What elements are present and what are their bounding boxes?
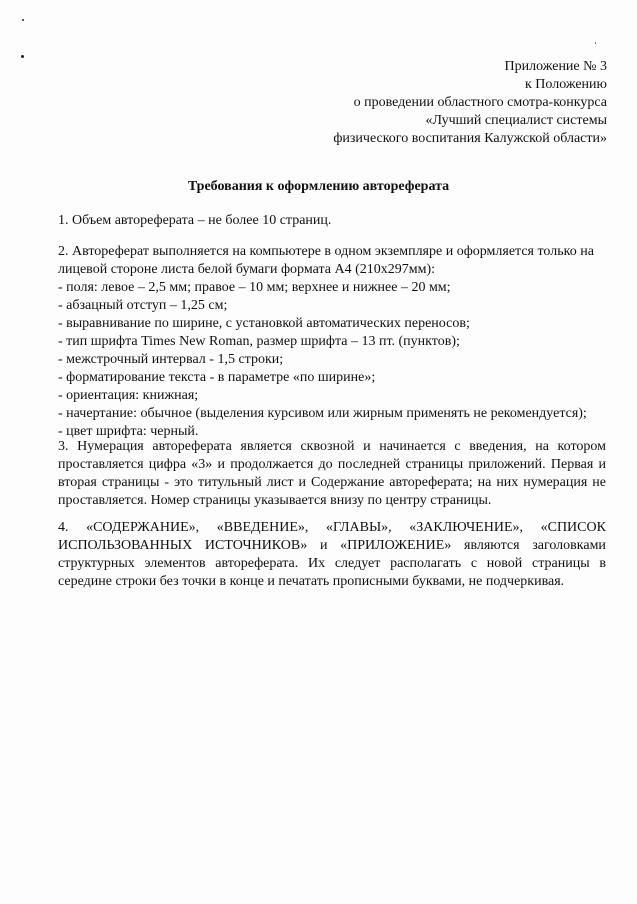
appendix-line: «Лучший специалист системы	[425, 113, 607, 128]
paragraph-line: проставляется цифра «3» и продолжается до последней страницы приложений. Первая и	[58, 457, 606, 472]
word: «СОДЕРЖАНИЕ»,	[86, 520, 200, 535]
paragraph-line: середине строки без точки в конце и печатать прописными буквами, не подчеркивая.	[58, 574, 565, 589]
bullet-line: - форматирование текста - в параметре «по ширине»;	[58, 370, 376, 385]
word: ИСТОЧНИКОВ»	[204, 538, 308, 553]
bullet-line: - абзацный отступ – 1,25 см;	[58, 298, 228, 313]
bullet-line: - ориентация: книжная;	[58, 388, 199, 403]
scan-speck	[595, 42, 596, 44]
word: и	[319, 538, 328, 553]
word: 4.	[58, 520, 69, 535]
appendix-header	[333, 58, 607, 148]
justified-line	[58, 519, 606, 537]
bullet-line: - тип шрифта Times New Roman, размер шрифта – 13 пт. (пунктов);	[58, 334, 460, 349]
requirement-item-2	[58, 243, 606, 441]
appendix-line: к Положению	[524, 77, 607, 92]
word: «СПИСОК	[540, 520, 606, 535]
paragraph-line: 2. Автореферат выполняется на компьютере в одном экземпляре и оформляется только на	[58, 244, 594, 259]
word: «ВВЕДЕНИЕ»,	[216, 520, 309, 535]
bullet-line: - межстрочный интервал - 1,5 строки;	[58, 352, 284, 367]
word: «ПРИЛОЖЕНИЕ»	[340, 538, 452, 553]
word: «ЗАКЛЮЧЕНИЕ»,	[409, 520, 524, 535]
paragraph-line: проставляется. Номер страницы указывается внизу по центру страницы.	[58, 493, 492, 508]
bullet-line: - поля: левое – 2,5 мм; правое – 10 мм; верхнее и нижнее – 20 мм;	[58, 280, 451, 295]
requirement-item-3	[58, 438, 606, 510]
word: заголовками	[532, 538, 606, 553]
paragraph-line: вторая страницы - это титульный лист и Содержание автореферата; на них нумерация не	[58, 475, 606, 490]
scan-speck	[21, 55, 24, 58]
bullet-line: - выравнивание по ширине, с установкой автоматических переносов;	[58, 316, 470, 331]
word: являются	[464, 538, 520, 553]
appendix-line: о проведении областного смотра-конкурса	[353, 95, 607, 110]
word: ИСПОЛЬЗОВАННЫХ	[58, 538, 193, 553]
appendix-line: физического воспитания Калужской области»	[333, 131, 607, 146]
scan-speck	[22, 19, 24, 21]
paragraph-line: лицевой стороне листа белой бумаги формата А4 (210х297мм):	[58, 262, 436, 277]
appendix-line: Приложение № 3	[504, 59, 607, 74]
document-title: Требования к оформлению автореферата	[187, 179, 450, 194]
justified-line	[58, 537, 606, 555]
bullet-line: - цвет шрифта: черный.	[58, 424, 199, 439]
paragraph-line: 3. Нумерация автореферата является сквозной и начинается с введения, на котором	[58, 439, 606, 454]
paragraph-line: 1. Объем автореферата – не более 10 страниц.	[58, 213, 332, 228]
requirement-item-4	[58, 519, 606, 591]
requirement-item-1	[58, 212, 606, 230]
paragraph-line: структурных элементов автореферата. Их следует располагать с новой страницы в	[58, 556, 606, 571]
bullet-line: - начертание: обычное (выделения курсивом или жирным применять не рекомендуется);	[58, 406, 587, 421]
word: «ГЛАВЫ»,	[325, 520, 392, 535]
